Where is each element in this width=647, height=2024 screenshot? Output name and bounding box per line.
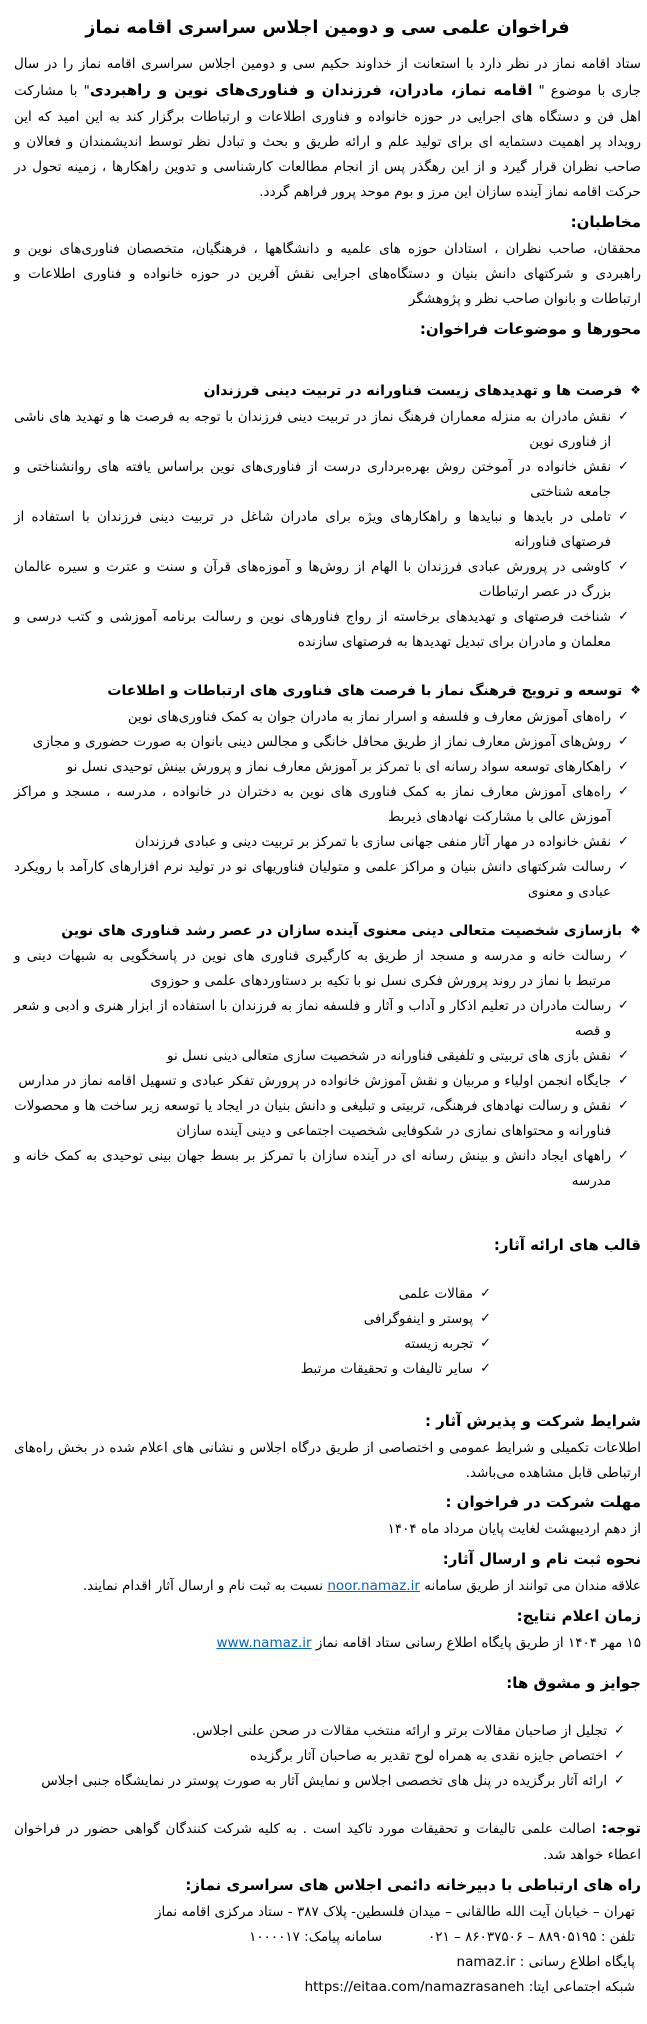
diamond-bullet-icon: ❖: [630, 922, 641, 937]
check-icon: ✓: [618, 1048, 629, 1064]
format-item: ✓ پوستر و اینفوگرافی: [14, 1307, 491, 1332]
contact-sms: سامانه پیامک: ۱۰۰۰۰۱۷: [249, 1928, 383, 1945]
conditions-heading: شرایط شرکت و پذیرش آثار :: [424, 1411, 641, 1430]
conditions-paragraph: اطلاعات تکمیلی و شرایط عمومی و اختصاصی از طریق درگاه اجلاس و نشانی های اعلام شده در بخش راه‌های ارتباطی قابل مشاهده می‌باشد.: [14, 1439, 641, 1481]
formats-heading: قالب های ارائه آثار:: [493, 1236, 641, 1255]
conference-topic: اقامه نماز، مادران، فرزندان و فناوری‌های نوین و راهبردی: [89, 81, 533, 100]
contact-social-line: شبکه اجتماعی ایتا: https://eitaa.com/namazrasaneh: [304, 1978, 635, 1995]
format-item: ✓ مقالات علمی: [14, 1282, 491, 1307]
page-title: فراخوان علمی سی و دومین اجلاس سراسری اقامه نماز: [85, 18, 570, 38]
themes-heading: محورها و موضوعات فراخوان:: [419, 319, 641, 338]
theme-item: ✓ راه‌های آموزش معارف نماز به کمک فناوری های نوین به دختران در خانواده ، مدرسه ، مسجد و مراکز آموزش عالی با مشارکت نهادهای ذیربط: [14, 780, 629, 830]
check-icon: ✓: [618, 559, 629, 575]
contact-social-url: https://eitaa.com/namazrasaneh: [304, 1978, 525, 1995]
theme-item: ✓ تاملی در بایدها و نبایدها و راهکارهای ویژه برای مادران شاغل در تربیت دینی فرزندان با استفاده از فرصتهای فناورانه: [14, 505, 629, 555]
noor-namaz-link[interactable]: noor.namaz.ir: [327, 1577, 420, 1594]
contact-website-url: namaz.ir: [456, 1953, 516, 1970]
note-label: توجه:: [601, 1821, 641, 1838]
check-icon: ✓: [480, 1310, 491, 1326]
check-icon: ✓: [618, 783, 629, 799]
theme-item: ✓ روش‌های آموزش معارف نماز از طریق محافل خانگی و مجالس دینی بانوان به صورت حضوری و مجازی: [14, 730, 629, 755]
check-icon: ✓: [618, 459, 629, 475]
check-icon: ✓: [480, 1335, 491, 1351]
check-icon: ✓: [618, 1098, 629, 1114]
deadline-heading: مهلت شرکت در فراخوان :: [445, 1493, 641, 1512]
check-icon: ✓: [618, 858, 629, 874]
check-icon: ✓: [618, 948, 629, 964]
theme-item: ✓ رسالت مادران در تعلیم اذکار و آداب و آثار و فلسفه نماز به فرزندان با استفاده از ابزار هنری و ادبی و شعر و قصه: [14, 994, 629, 1044]
diamond-bullet-icon: ❖: [630, 682, 641, 697]
check-icon: ✓: [614, 1773, 625, 1789]
audience-paragraph: محققان، صاحب نظران ، استادان حوزه های علمیه و دانشگاهها ، فرهنگیان، متخصصان فناوری‌های نوین و راهبردی و شرکتهای دانش بنیان و دستگاه‌های اجرایی نقش آفرین در حوزه خانواده و فناوری اطلاعات و ارتباطات و بانوان صاحب نظر و پژوهشگر: [14, 240, 641, 307]
theme-item: ✓ رسالت شرکتهای دانش بنیان و مراکز علمی و متولیان فناوریهای نو در تولید نرم افزارهای کارآمد با رویکرد عبادی و معنوی: [14, 855, 629, 905]
theme-section-title-2: [14, 679, 641, 705]
theme-item: ✓ نقش خانواده در مهار آثار منفی جهانی سازی با تمرکز بر تربیت دینی و عبادی فرزندان: [14, 830, 629, 855]
deadline-text: از دهم اردیبهشت لغایت پایان مرداد ماه ۱۴۰۴: [387, 1521, 641, 1538]
check-icon: ✓: [618, 409, 629, 425]
award-item: ✓ تجلیل از صاحبان مقالات برتر و ارائه منتخب مقالات در صحن علنی اجلاس.: [14, 1719, 625, 1744]
check-icon: ✓: [618, 609, 629, 625]
registration-paragraph: علاقه مندان می توانند از طریق سامانه noor.namaz.ir نسبت به ثبت نام و ارسال آثار اقدام نمایند.: [82, 1577, 641, 1594]
contact-heading: راه های ارتباطی با دبیرخانه دائمی اجلاس های سراسری نماز:: [185, 1876, 641, 1895]
intro-paragraph: [14, 52, 641, 205]
theme-section-title-1: [14, 379, 641, 405]
theme-item: ✓ کاوشی در پرورش عبادی فرزندان با الهام از روش‌ها و آموزه‌های قرآن و سنت و عترت و سیره عالمان بزرگ در عصر ارتباطات: [14, 555, 629, 605]
check-icon: ✓: [618, 833, 629, 849]
format-item: ✓ تجربه زیسته: [14, 1332, 491, 1357]
namaz-website-link[interactable]: www.namaz.ir: [216, 1634, 312, 1651]
diamond-bullet-icon: ❖: [630, 383, 641, 398]
theme-item: ✓ نقش مادران به منزله معماران فرهنگ نماز در تربیت دینی فرزندان با توجه به فرصت ها و تهدید های ناشی از فناوری نوین: [14, 405, 629, 455]
theme-item: ✓ راهکارهای توسعه سواد رسانه ای با تمرکز بر آموزش معارف نماز و پرورش بینش توحیدی نسل نو: [14, 755, 629, 780]
theme-item: ✓ نقش خانواده در آموختن روش بهره‌برداری درست از فناوری‌های نوین براساس یافته های روانشناختی و جامعه شناختی: [14, 455, 629, 505]
theme-list-2: [14, 705, 641, 905]
check-icon: ✓: [618, 708, 629, 724]
contact-phone-row: [14, 1925, 635, 1950]
award-item: ✓ اختصاص جایزه نقدی به همراه لوح تقدیر به صاحبان آثار برگزیده: [14, 1744, 625, 1769]
contact-phone: تلفن : ۸۸۹۰۵۱۹۵ – ۸۶۰۳۷۵۰۶ – ۰۲۱: [428, 1928, 635, 1945]
awards-heading: جوایز و مشوق ها:: [506, 1673, 641, 1692]
theme-item: ✓ جایگاه انجمن اولیاء و مربیان و نقش آموزش خانواده در پرورش تفکر عبادی و تسهیل اقامه نماز در مدارس: [14, 1069, 629, 1094]
intro-text-start: ستاد اقامه نماز در نظر دارد با استعانت از خداوند حکیم سی و دومین اجلاس سراسری اقامه نماز را در سال جاری با موضوع ": [14, 56, 641, 100]
check-icon: ✓: [618, 1073, 629, 1089]
theme-section-title-text: فرصت ها و تهدیدهای زیست فناورانه در تربیت دینی فرزندان: [203, 383, 623, 400]
theme-section-title-text: توسعه و ترویج فرهنگ نماز با فرصت های فناوری های ارتباطات و اطلاعات: [107, 682, 623, 699]
contact-address: تهران – خیابان آیت الله طالقانی – میدان فلسطین- پلاک ۳۸۷ - ستاد مرکزی اقامه نماز: [154, 1903, 635, 1920]
check-icon: ✓: [614, 1723, 625, 1739]
contact-website-line: پایگاه اطلاع رسانی : namaz.ir: [456, 1953, 635, 1970]
awards-list: [14, 1719, 641, 1794]
theme-section-title-3: [14, 919, 641, 945]
theme-item: ✓ راههای ایجاد دانش و بینش رسانه ای در آینده سازان با تمرکز بر بسط جهان بینی توحیدی به کمک خانه و مدرسه: [14, 1144, 629, 1194]
theme-list-3: [14, 944, 641, 1194]
note-paragraph: توجه: اصالت علمی تالیفات و تحقیقات مورد تاکید است . به کلیه شرکت کنندگان گواهی حضور در فراخوان اعطاء خواهد شد.: [14, 1821, 641, 1864]
check-icon: ✓: [618, 758, 629, 774]
check-icon: ✓: [480, 1360, 491, 1376]
theme-section-title-text: بازسازی شخصیت متعالی دینی معنوی آینده سازان در عصر رشد فناوری های نوین: [61, 922, 623, 939]
registration-heading: نحوه ثبت نام و ارسال آثار:: [442, 1550, 641, 1569]
award-item: ✓ ارائه آثار برگزیده در پنل های تخصصی اجلاس و نمایش آثار به صورت پوستر در نمایشگاه جنبی اجلاس: [14, 1769, 625, 1794]
check-icon: ✓: [480, 1285, 491, 1301]
check-icon: ✓: [618, 998, 629, 1014]
format-item: ✓ سایر تالیفات و تحقیقات مرتبط: [14, 1357, 491, 1382]
theme-item: ✓ نقش و رسالت نهادهای فرهنگی، تربیتی و تبلیغی و دانش بنیان در ایجاد یا توسعه زیر ساخت ها و محصولات فناورانه و محتواهای نمازی در شکوفایی شخصیت اجتماعی و دینی آینده سازان: [14, 1094, 629, 1144]
theme-item: ✓ رسالت خانه و مدرسه و مسجد از طریق به کارگیری فناوری های نوین در پاسخگویی به شبهات دینی و مرتبط با نماز در روند پرورش فکری نسل نو با تکیه بر دستاوردهای علمی و حوزوی: [14, 944, 629, 994]
results-heading: زمان اعلام نتایج:: [516, 1606, 641, 1625]
check-icon: ✓: [618, 1148, 629, 1164]
theme-item: ✓ نقش بازی های تربیتی و تلفیقی فناورانه در شخصیت سازی متعالی دینی نسل نو: [14, 1044, 629, 1069]
theme-list-1: [14, 405, 641, 655]
audience-heading: مخاطبان:: [570, 212, 641, 231]
check-icon: ✓: [614, 1748, 625, 1764]
theme-item: ✓ شناخت فرصتهای و تهدیدهای برخاسته از رواج فناورهای نوین و رسالت برنامه آموزشی و کتب درسی و معلمان و مادران برای تبدیل تهدیدها به فرصتهای سازنده: [14, 605, 629, 655]
theme-item: ✓ راه‌های آموزش معارف و فلسفه و اسرار نماز به مادران جوان به کمک فناوری‌های نوین: [14, 705, 629, 730]
results-paragraph: ۱۵ مهر ۱۴۰۴ از طریق پایگاه اطلاع رسانی ستاد اقامه نماز www.namaz.ir: [216, 1634, 641, 1651]
check-icon: ✓: [618, 509, 629, 525]
formats-list: [14, 1282, 641, 1382]
check-icon: ✓: [618, 733, 629, 749]
intro-text-end: " با مشارکت اهل فن و دستگاه های اجرایی در حوزه خانواده و فناوری اطلاعات و ارتباطات برگزار کند به این امید که این رویداد پر اهمیت دستمایه ای برای تولید علم و ارائه طریق و بحث و تبادل نظر توسط اندیشمندان و فعالان و صاحب نظران قرار گیرد و از این رهگذر پس از انجام مطالعات کارشناسی و تدوین راهکارها ، زمینه تحول در حرکت اقامه نماز آینده سازان این مرز و بوم موحد پرور فراهم گردد.: [14, 83, 641, 200]
